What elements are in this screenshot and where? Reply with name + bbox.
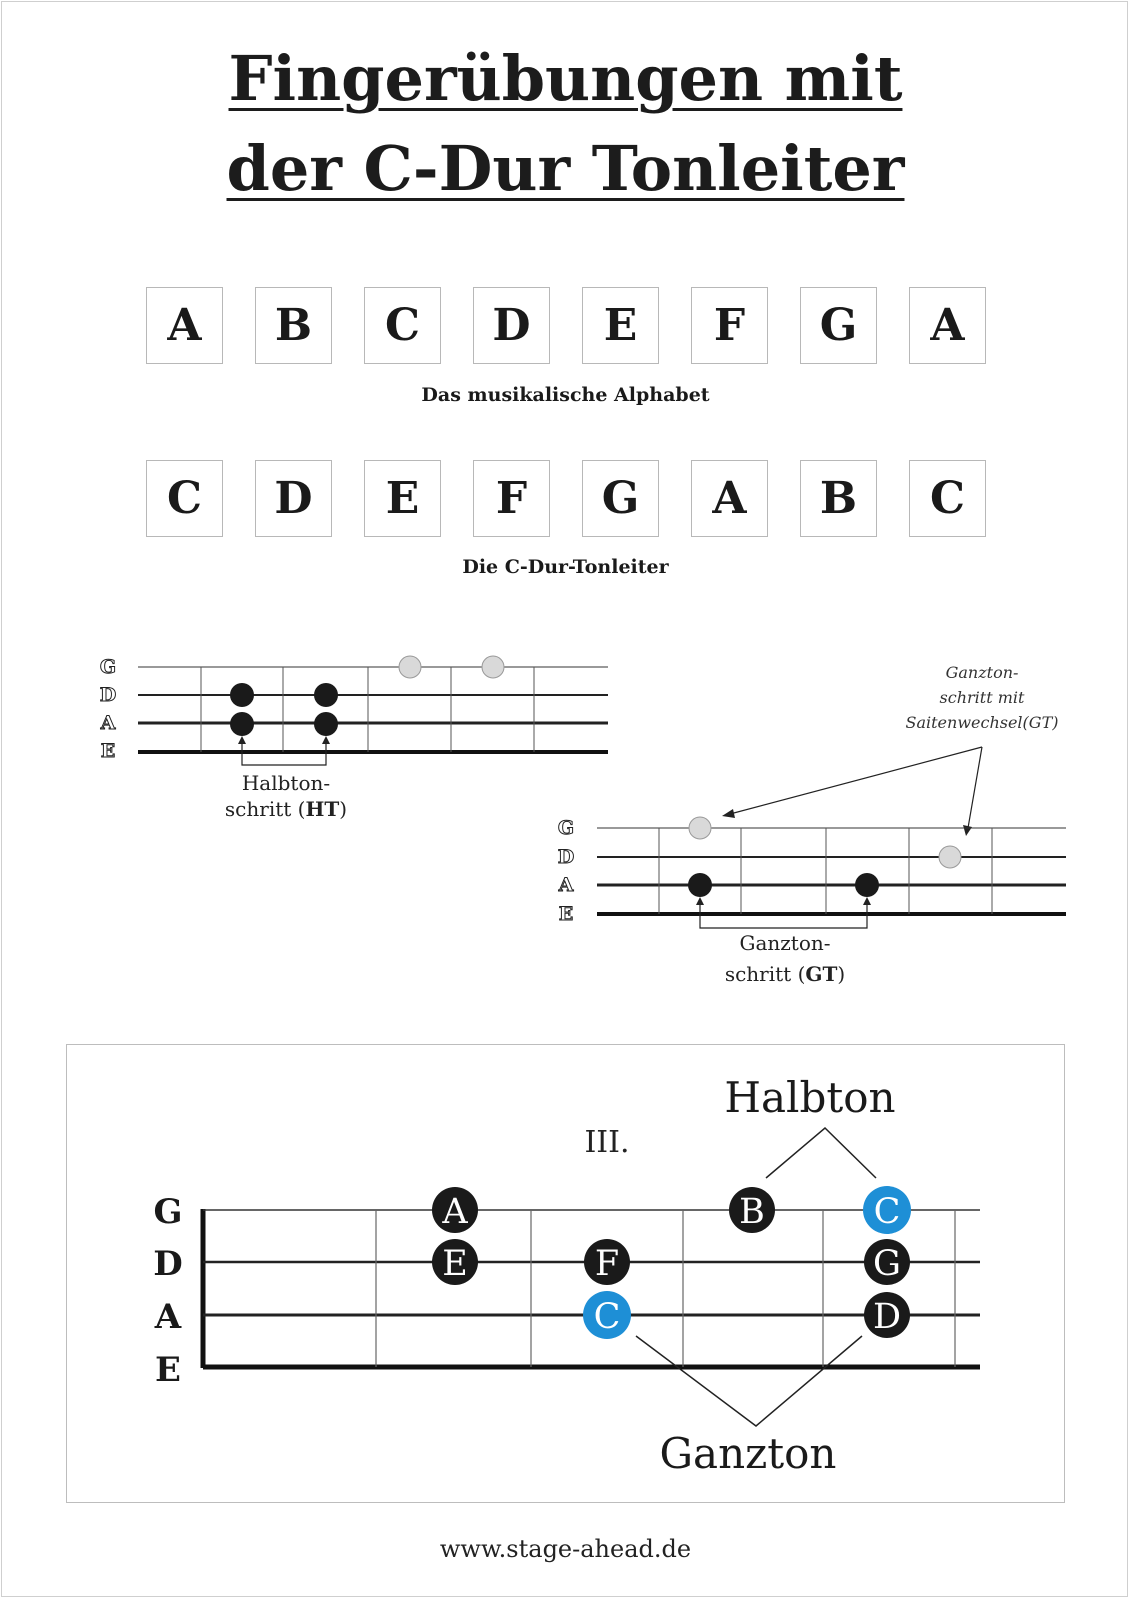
note-a [432,1187,478,1233]
gt-note-line2: schritt mit [939,688,1025,707]
ht-label-line2: schritt (HT) [224,797,348,821]
note-c-low [583,1291,631,1339]
note-label: G [873,1244,901,1284]
string-label-e: E [558,903,574,925]
gt-label-line1: Ganzton- [739,931,831,955]
note-e [432,1239,478,1285]
halbton-label: Halbton [724,1073,896,1122]
ganzton-pointer [636,1336,862,1426]
note-label: E [442,1244,468,1284]
halbton-pointer [766,1128,876,1178]
alphabet-letter: C [364,287,441,364]
string-labels [153,1192,182,1390]
string-label-a: A [558,874,574,896]
string-label-g: G [99,656,117,678]
note-label: A [442,1192,468,1232]
footer-url: www.stage-ahead.de [439,1535,692,1563]
scale-letter: B [800,460,877,537]
scale-letter: G [582,460,659,537]
page-title-line2: der C-Dur Tonleiter [226,132,905,205]
scale-letter: D [255,460,332,537]
ht-label-line1: Halbton- [241,771,331,795]
note-label: B [739,1192,765,1232]
alphabet-caption: Das musikalische Alphabet [421,384,710,406]
note-b [729,1187,775,1233]
note-label: C [593,1297,621,1337]
note-g [864,1239,910,1285]
gt-label-line2: schritt (GT) [724,962,846,986]
gt-note-line3: Saitenwechsel(GT) [905,713,1059,732]
scale-letter: F [473,460,550,537]
alphabet-letter: A [146,287,223,364]
alphabet-letter: B [255,287,332,364]
string-label-d: D [99,684,117,706]
alphabet-letter: A [909,287,986,364]
alphabet-letter: E [582,287,659,364]
note-label: F [594,1244,620,1284]
string-label-a: A [100,712,116,734]
note-f [584,1239,630,1285]
ganzton-label: Ganzton [659,1429,837,1478]
alphabet-letter: F [691,287,768,364]
scale-letter: A [691,460,768,537]
page-title-line1: Fingerübungen mit [228,42,903,115]
string-label-e: E [100,740,116,762]
scale-letter: C [909,460,986,537]
string-label-g: G [557,817,575,839]
string-label-e: E [155,1350,181,1390]
note-c-high [863,1186,911,1234]
note-d [864,1292,910,1338]
string-label-g: G [153,1192,183,1232]
string-label-d: D [557,846,575,868]
string-label-d: D [153,1244,183,1284]
note-label: C [873,1192,901,1232]
scale-letter: E [364,460,441,537]
position-label: III. [584,1125,630,1160]
alphabet-letter: D [473,287,550,364]
string-label-a: A [154,1297,182,1337]
alphabet-letter: G [800,287,877,364]
note-label: D [872,1297,902,1337]
scale-caption: Die C-Dur-Tonleiter [462,556,669,578]
gt-note-line1: Ganzton- [945,663,1019,682]
scale-letter: C [146,460,223,537]
